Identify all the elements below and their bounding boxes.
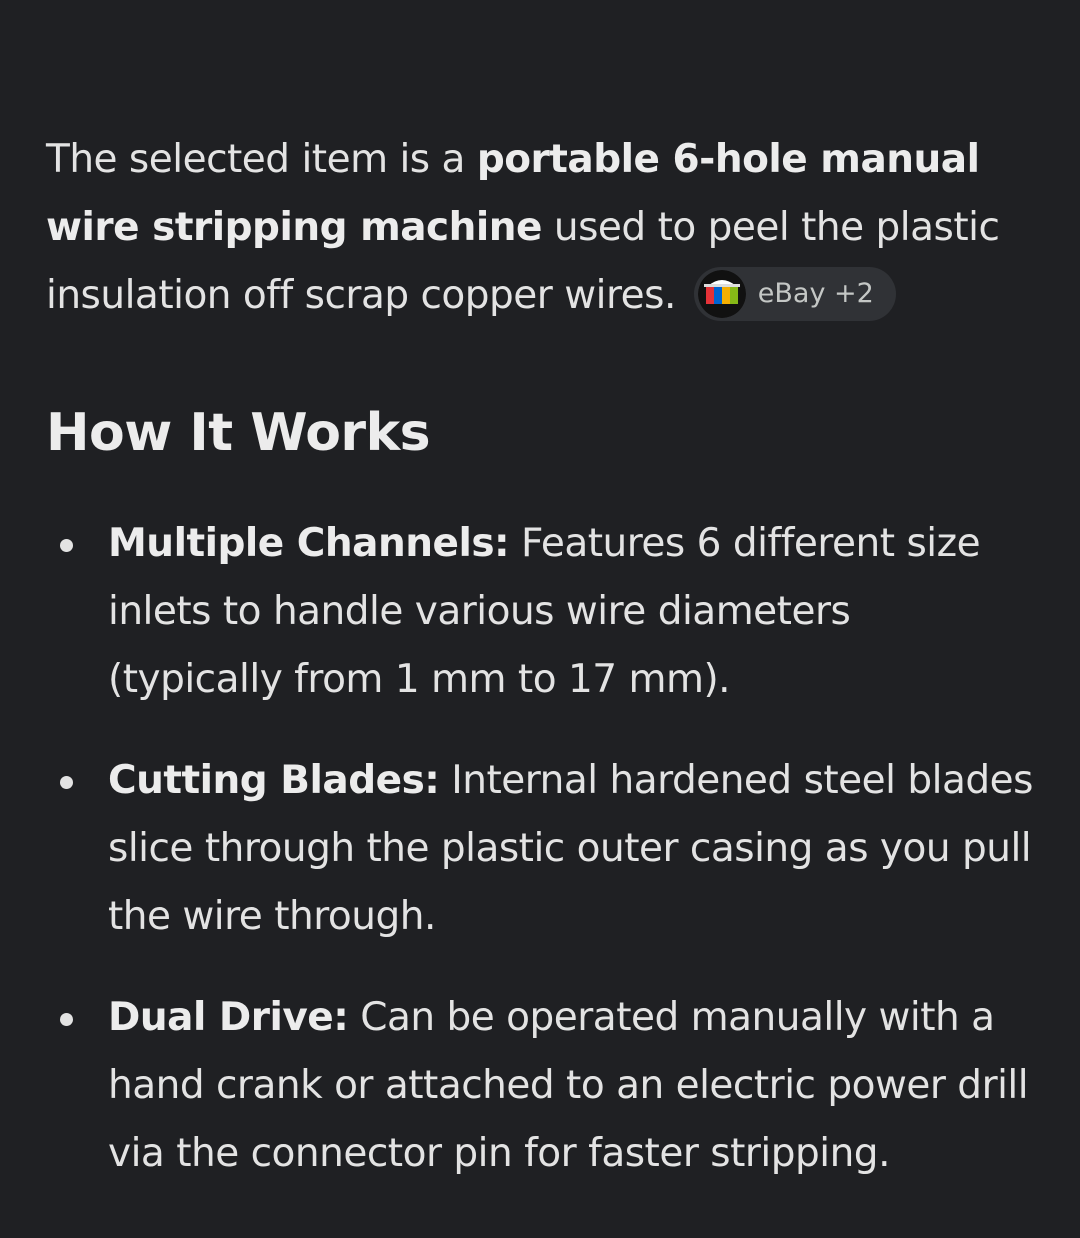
list-item-text: Internal hardened steel blades slice through the plastic outer casing as you pull the wire through. [108,758,1033,939]
list-item-title: Cutting Blades: [108,758,440,803]
bullet-dot-icon [60,1013,73,1026]
ebay-source-logo-icon [698,270,746,318]
list-item [46,747,1036,951]
intro-paragraph [46,126,1036,330]
intro-bold-item: portable 6-hole manual wire stripping machine [46,137,980,250]
list-item [46,510,1036,714]
bullet-dot-icon [60,776,73,789]
list-item-text: Features 6 different size inlets to handle various wire diameters (typically from 1 mm to 17 mm). [108,521,981,702]
source-chip[interactable] [694,267,896,321]
source-chip-label: eBay +2 [757,277,874,309]
response-content [46,126,1036,1221]
intro-text-before: The selected item is a [46,137,477,182]
feature-list [46,510,1036,1188]
list-item-title: Multiple Channels: [108,521,510,566]
list-item-text: Can be operated manually with a hand crank or attached to an electric power drill via the connector pin for faster stripping. [108,995,1029,1176]
list-item-title: Dual Drive: [108,995,349,1040]
bullet-dot-icon [60,539,73,552]
section-heading: How It Works [46,403,431,463]
list-item [46,984,1036,1188]
intro-text-after: used to peel the plastic insulation off scrap copper wires. [46,205,1000,318]
